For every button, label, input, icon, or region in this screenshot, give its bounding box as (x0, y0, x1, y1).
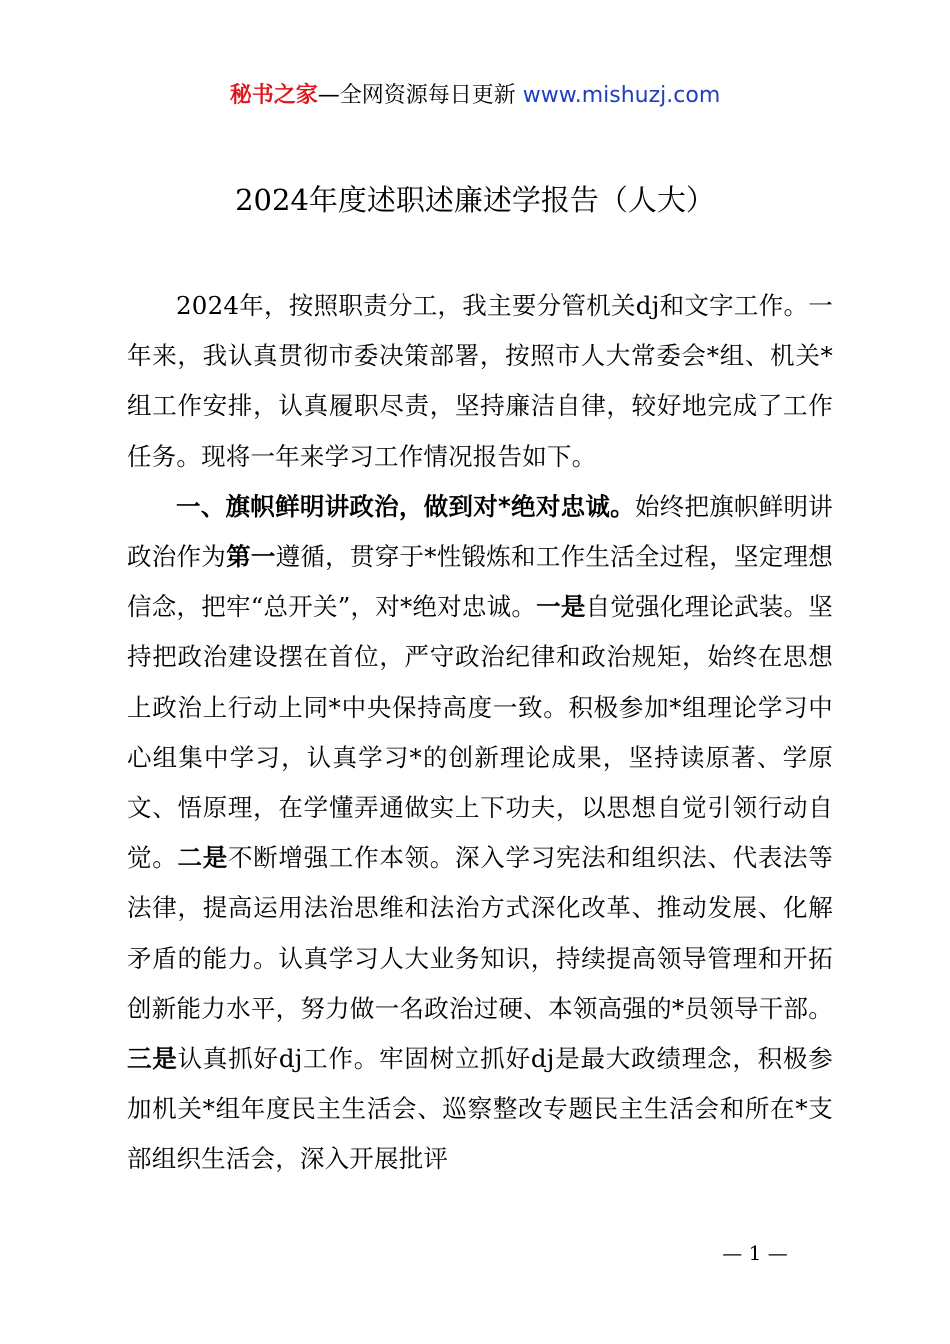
emphasis-text: 第一 (226, 542, 276, 572)
page-number: — 1 — (722, 1241, 788, 1265)
paragraph-text: 始终把旗帜鲜明讲政治作为 (127, 491, 833, 572)
paragraph-section-one (127, 482, 833, 1185)
paragraph-text: 遵循，贯穿于*性锻炼和工作生活全过程，坚定理想信念，把牢“总开关”，对*绝对忠诚。 (127, 542, 833, 622)
site-brand: 秘书之家 (229, 83, 318, 108)
emphasis-text: 三是 (127, 1044, 178, 1074)
paragraph-text: 认真抓好dj工作。牢固树立抓好dj是最大政绩理念，积极参加机关*组年度民主生活会、巡察整改专题民主生活会和所在*支部组织生活会，深入开展批评 (127, 1044, 833, 1174)
paragraph-intro: 2024年，按照职责分工，我主要分管机关dj和文字工作。一年来，我认真贯彻市委决策部署，按照市人大常委会*组、机关*组工作安排，认真履职尽责，坚持廉洁自律，较好地完成了工作任务。现将一年来学习工作情况报告如下。 (127, 291, 833, 471)
section-heading: 一、旗帜鲜明讲政治，做到对*绝对忠诚。 (176, 491, 635, 521)
site-slogan: —全网资源每日更新 (317, 83, 523, 108)
emphasis-text: 二是 (177, 843, 228, 873)
site-header (0, 80, 950, 112)
site-url-link[interactable]: www.mishuzj.com (522, 83, 721, 108)
paragraph-text: 自觉强化理论武装。坚持把政治建设摆在首位，严守政治纪律和政治规矩，始终在思想上政治上行动上同*中央保持高度一致。积极参加*组理论学习中心组集中学习，认真学习*的创新理论成果，坚持读原著、学原文、悟原理，在学懂弄通做实上下功夫，以思想自觉引领行动自觉。 (127, 592, 833, 873)
emphasis-text: 一是 (536, 592, 586, 622)
paragraph-text: 不断增强工作本领。深入学习宪法和组织法、代表法等法律，提高运用法治思维和法治方式深化改革、推动发展、化解矛盾的能力。认真学习人大业务知识，持续提高领导管理和开拓创新能力水平，努力做一名政治过硬、本领高强的*员领导干部。 (127, 843, 833, 1023)
document-title: 2024年度述职述廉述学报告（人大） (235, 183, 715, 217)
document-body (127, 281, 833, 1185)
